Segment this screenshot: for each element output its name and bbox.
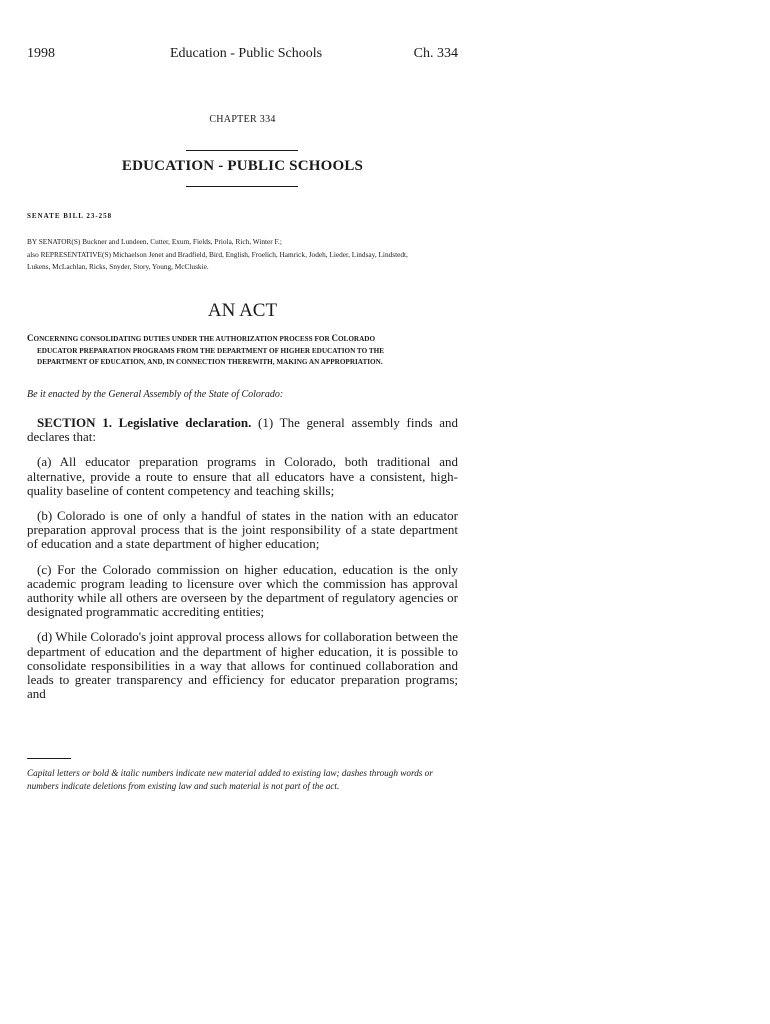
- section-1-body: [27, 416, 458, 701]
- header-subject: Education - Public Schools: [170, 46, 323, 61]
- sponsors-line: BY SENATOR(S) Buckner and Lundeen, Cutter, Exum, Fields, Priola, Rich, Winter F.;: [27, 237, 282, 246]
- act-title-line: DEPARTMENT OF EDUCATION, AND, IN CONNECTION THEREWITH, MAKING AN APPROPRIATION.: [37, 358, 383, 366]
- sponsors-block: [27, 236, 467, 274]
- section-1-heading: SECTION 1. Legislative declaration.: [37, 415, 252, 430]
- footnote-rule: [27, 758, 71, 759]
- page-title: EDUCATION - PUBLIC SCHOOLS: [121, 158, 364, 174]
- act-title-line: [27, 333, 458, 346]
- act-title-text: ONCERNING CONSOLIDATING DUTIES UNDER THE AUTHORIZATION PROCESS FOR: [33, 335, 332, 343]
- footnote: Capital letters or bold & italic numbers indicate new material added to existing law; dashes through words or numbers indicate deletions from existing law and such material is not part of the act.: [27, 768, 433, 791]
- header-year: 1998: [27, 46, 55, 61]
- paragraph-a: (a) All educator preparation programs in Colorado, both traditional and alternative, provide a route to ensure that all educators have a consistent, high-quality baseline of content competency and teaching skills;: [27, 454, 458, 498]
- sponsors-line: also REPRESENTATIVE(S) Michaelson Jenet and Bradfield, Bird, English, Froelich, Hamrick, Jodeh, Lieder, Lindsay, Lindstedt,: [27, 249, 408, 259]
- header-chapter-number: Ch. 334: [413, 46, 458, 61]
- section-1-intro: [27, 416, 458, 444]
- paragraph-c: (c) For the Colorado commission on higher education, education is the only academic program leading to licensure over which the commission has approval authority while all others are overseen by the department of regulatory agencies or designated programmatic accrediting entities;: [27, 561, 458, 620]
- running-header: [27, 46, 458, 64]
- bill-number: SENATE BILL 23-258: [27, 212, 113, 220]
- sponsors-line: Lukens, McLachlan, Ricks, Snyder, Story, Young, McCluskie.: [27, 262, 209, 271]
- enacting-clause: Be it enacted by the General Assembly of the State of Colorado:: [27, 389, 284, 400]
- an-act-heading: AN ACT: [207, 300, 278, 321]
- title-rule-bottom: [186, 186, 298, 187]
- act-title: [27, 333, 458, 369]
- paragraph-b: (b) Colorado is one of only a handful of states in the nation with an educator preparation approval process that is the joint responsibility of a state department of education and a state department of higher education;: [27, 508, 458, 552]
- chapter-label: CHAPTER 334: [209, 114, 276, 125]
- act-title-initial-cap: C: [27, 333, 34, 343]
- act-title-line: EDUCATOR PREPARATION PROGRAMS FROM THE DEPARTMENT OF HIGHER EDUCATION TO THE: [37, 346, 385, 355]
- section-1-intro-text: (1) The general assembly finds and declares that:: [27, 415, 458, 445]
- title-rule-top: [186, 150, 298, 151]
- paragraph-d: (d) While Colorado's joint approval process allows for collaboration between the department of education and the department of higher education, it is possible to consolidate responsibilities in a way that allows for continued collaboration and leads to greater transparency and efficiency for educator preparation programs; and: [27, 629, 458, 702]
- act-title-text: OLORADO: [337, 335, 376, 343]
- act-title-initial-cap: C: [331, 333, 338, 343]
